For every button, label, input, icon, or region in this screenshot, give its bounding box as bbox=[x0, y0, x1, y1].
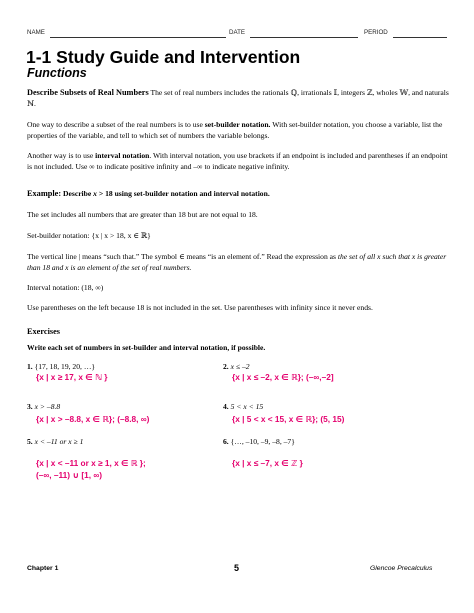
setbuilder-label: Set-builder notation: bbox=[27, 231, 92, 240]
exercise-number: 2. bbox=[223, 362, 229, 371]
date-label: DATE bbox=[229, 29, 246, 36]
exercise-5 bbox=[27, 437, 83, 446]
exercise-5-answer: {x | x < –11 or x ≥ 1, x ∈ ℝ }; bbox=[36, 458, 146, 468]
exercise-number: 6. bbox=[223, 437, 229, 446]
interval-value: (18, ∞) bbox=[81, 283, 104, 292]
name-line bbox=[50, 37, 226, 38]
example-prompt bbox=[27, 189, 449, 200]
example-label: Example: bbox=[27, 189, 62, 198]
page-subtitle: Functions bbox=[27, 66, 87, 80]
page-title: 1-1 Study Guide and Intervention bbox=[26, 47, 301, 67]
describe-paragraph bbox=[27, 88, 449, 109]
footer-publisher: Glencoe Precalculus bbox=[370, 565, 433, 572]
example-parens: Use parentheses on the left because 18 is not included in the set. Use parentheses with infinity since it never ends. bbox=[27, 303, 373, 312]
exercise-5-answer-line2: (–∞, –11) ∪ [1, ∞) bbox=[36, 470, 103, 480]
example-setbuilder bbox=[27, 231, 449, 242]
name-label: NAME bbox=[27, 29, 45, 36]
interval-term: interval notation bbox=[95, 151, 150, 160]
setbuilder-text-b: With set-builder notation, you choose a variable, list the properties of the variable, and tell to which set of numbers the variable belongs. bbox=[27, 120, 443, 140]
exercise-2 bbox=[223, 362, 250, 371]
setbuilder-value: {x | x > 18, x ∈ ℝ} bbox=[91, 231, 151, 240]
exercise-3 bbox=[27, 402, 60, 411]
interval-paragraph bbox=[27, 151, 449, 172]
exercise-3-answer: {x | x > –8.8, x ∈ ℝ}; (–8.8, ∞) bbox=[36, 414, 150, 424]
example-line1: The set includes all numbers that are greater than 18 but are not equal to 18. bbox=[27, 210, 258, 219]
exercise-number: 5. bbox=[27, 437, 33, 446]
example-interval bbox=[27, 283, 449, 294]
example-prompt-var: x bbox=[93, 189, 97, 198]
exercise-number: 1. bbox=[27, 362, 33, 371]
period-line bbox=[393, 37, 447, 38]
exercise-6 bbox=[223, 437, 295, 446]
exercise-number: 3. bbox=[27, 402, 33, 411]
example-prompt-a: Describe bbox=[61, 189, 94, 198]
exercise-4-answer: {x | 5 < x < 15, x ∈ ℝ}; (5, 15) bbox=[232, 414, 345, 424]
exercise-1-answer: {x | x ≥ 17, x ∈ ℕ } bbox=[36, 372, 108, 382]
exercise-6-answer: {x | x ≤ –7, x ∈ ℤ } bbox=[232, 458, 303, 468]
date-line bbox=[250, 37, 358, 38]
footer-page-number: 5 bbox=[234, 563, 240, 573]
exercise-problem: x > –8.8 bbox=[34, 402, 61, 411]
exercises-instructions: Write each set of numbers in set-builder and interval notation, if possible. bbox=[27, 343, 266, 352]
setbuilder-term: set-builder notation. bbox=[204, 120, 271, 129]
exercise-4 bbox=[223, 402, 263, 411]
exercise-problem: x < –11 or x ≥ 1 bbox=[34, 437, 84, 446]
interval-label: Interval notation: bbox=[27, 283, 82, 292]
setbuilder-paragraph bbox=[27, 120, 449, 141]
interval-text-a: Another way is to use bbox=[27, 151, 96, 160]
describe-text: The set of real numbers includes the rationals ℚ, irrationals 𝕀, integers ℤ, wholes 𝕎, and naturals ℕ. bbox=[27, 88, 449, 108]
example-vertical-line bbox=[27, 252, 449, 273]
exercise-1 bbox=[27, 362, 95, 371]
footer-chapter: Chapter 1 bbox=[27, 565, 59, 572]
exercise-2-answer: {x | x ≤ –2, x ∈ ℝ}; (–∞,–2] bbox=[232, 372, 334, 382]
vertical-italic: the set of all x such that x is greater than 18 and x is an element of the set of real numbers. bbox=[27, 252, 447, 272]
exercises-heading: Exercises bbox=[27, 327, 61, 336]
interval-text-b: . With interval notation, you use brackets if an endpoint is included and parentheses if an endpoint is not included. Use ∞ to indicate positive infinity and –∞ to indicate negative infinity. bbox=[27, 151, 448, 171]
describe-heading: Describe Subsets of Real Numbers bbox=[27, 88, 149, 97]
setbuilder-text-a: One way to describe a subset of the real numbers is to use bbox=[27, 120, 205, 129]
exercise-problem: x ≤ –2 bbox=[230, 362, 250, 371]
exercise-problem: {…, –10, –9, –8, –7} bbox=[230, 437, 295, 446]
exercise-number: 4. bbox=[223, 402, 229, 411]
period-label: PERIOD bbox=[364, 29, 388, 36]
vertical-text: The vertical line | means “such that.” The symbol ∈ means “is an element of.” Read the expression as bbox=[27, 252, 338, 261]
exercise-problem: {17, 18, 19, 20, …} bbox=[34, 362, 96, 371]
exercise-problem: 5 < x < 15 bbox=[230, 402, 264, 411]
example-prompt-b: > 18 using set-builder notation and interval notation. bbox=[96, 189, 270, 198]
